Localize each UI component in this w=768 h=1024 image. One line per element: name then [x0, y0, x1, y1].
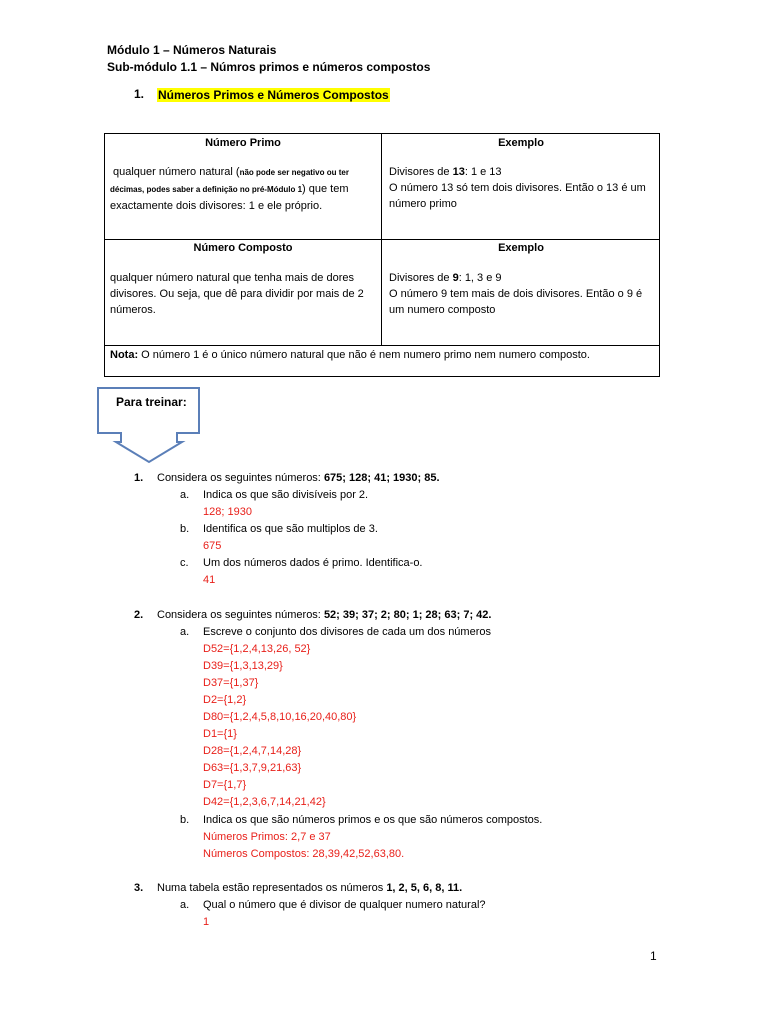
- divisor-set: D7={1,7}: [203, 779, 247, 791]
- note-label: Nota:: [110, 349, 139, 361]
- composite-example-number: 9: [452, 272, 459, 284]
- q1a-label: a.: [180, 489, 190, 501]
- prime-example-l2: O número 13 só tem dois divisores. Então o 13 é um número primo: [389, 182, 646, 210]
- q1c-text: Um dos números dados é primo. Identifica-o.: [203, 557, 423, 569]
- q1c-answer: 41: [203, 574, 216, 586]
- prime-text-after: ) que tem exactamente dois divisores: 1 e ele próprio.: [110, 183, 349, 212]
- note-text: O número 1 é o único número natural que não é nem numero primo nem numero composto.: [138, 349, 590, 361]
- composite-example-heading: Exemplo: [498, 242, 544, 254]
- divisor-set: D63={1,3,7,9,21,63}: [203, 762, 302, 774]
- q2b-label: b.: [180, 814, 190, 826]
- composite-definition: qualquer número natural que tenha mais de dores divisores. Ou seja, que dê para dividir por mais de 2 números.: [110, 272, 364, 316]
- prime-example-l1a: Divisores de: [389, 166, 453, 178]
- composite-example-l1c: : 1, 3 e 9: [458, 272, 502, 284]
- section-title-text: Números Primos e Números Compostos: [158, 88, 389, 102]
- divisor-set: D39={1,3,13,29}: [203, 660, 283, 672]
- divisor-set: D37={1,37}: [203, 677, 259, 689]
- composite-example-l2: O número 9 tem mais de dois divisores. Então o 9 é um numero composto: [389, 288, 643, 316]
- prime-example-text: [389, 164, 655, 212]
- definitions-table: [104, 133, 660, 377]
- q3-text: [157, 880, 462, 897]
- divisor-set: D2={1,2}: [203, 694, 247, 706]
- q2b-answer-composites: Números Compostos: 28,39,42,52,63,80.: [203, 848, 405, 860]
- q2b-text: Indica os que são números primos e os que são números compostos.: [203, 814, 543, 826]
- divisor-set: D1={1}: [203, 728, 237, 740]
- prime-example-heading: Exemplo: [498, 137, 544, 149]
- composite-heading: Número Composto: [193, 242, 293, 254]
- divisor-set: D42={1,2,3,6,7,14,21,42}: [203, 796, 326, 808]
- q1b-text: Identifica os que são multiplos de 3.: [203, 523, 378, 535]
- callout-label: Para treinar:: [116, 395, 187, 409]
- q2-text: [157, 607, 491, 624]
- q1-intro: Considera os seguintes números:: [157, 472, 324, 484]
- prime-example-l1c: : 1 e 13: [464, 166, 502, 178]
- q2-numbers: 52; 39; 37; 2; 80; 1; 28; 63; 7; 42.: [323, 609, 492, 621]
- q2b-answer-primes: Números Primos: 2,7 e 37: [203, 831, 331, 843]
- q3a-answer: 1: [203, 916, 210, 928]
- composite-example-text: [389, 270, 655, 318]
- module-title: Módulo 1 – Números Naturais: [107, 43, 277, 57]
- q1c-label: c.: [180, 557, 189, 569]
- prime-small-note: não pode ser negativo ou ter décimas, podes saber a definição no pré-Módulo 1: [110, 168, 349, 194]
- q1b-label: b.: [180, 523, 190, 535]
- table-note: [110, 347, 655, 364]
- q2a-answer-list: [203, 641, 356, 811]
- q1-number: 1.: [134, 472, 144, 484]
- prime-text-before: qualquer número natural (: [113, 166, 240, 178]
- q1-text: [157, 470, 440, 487]
- section-title: [157, 86, 390, 104]
- q3-number: 3.: [134, 882, 144, 894]
- q3a-text: Qual o número que é divisor de qualquer numero natural?: [203, 899, 486, 911]
- q1a-text: Indica os que são divisíveis por 2.: [203, 489, 369, 501]
- table-divider-row2: [105, 345, 659, 346]
- prime-example-number: 13: [452, 166, 465, 178]
- composite-example-l1a: Divisores de: [389, 272, 453, 284]
- q1-numbers: 675; 128; 41; 1930; 85.: [323, 472, 440, 484]
- q2a-text: Escreve o conjunto dos divisores de cada um dos números: [203, 626, 491, 638]
- divisor-set: D80={1,2,4,5,8,10,16,20,40,80}: [203, 711, 357, 723]
- q3-numbers: 1, 2, 5, 6, 8, 11.: [386, 882, 463, 894]
- q2a-label: a.: [180, 626, 190, 638]
- page-number: 1: [650, 949, 657, 963]
- q2-number: 2.: [134, 609, 144, 621]
- q1b-answer: 675: [203, 540, 222, 552]
- q3a-label: a.: [180, 899, 190, 911]
- prime-definition: [110, 164, 378, 214]
- divisor-set: D52={1,2,4,13,26, 52}: [203, 643, 311, 655]
- divisor-set: D28={1,2,4,7,14,28}: [203, 745, 302, 757]
- q2-intro: Considera os seguintes números:: [157, 609, 324, 621]
- q3-intro: Numa tabela estão representados os números: [157, 882, 387, 894]
- submodule-title: Sub-módulo 1.1 – Númros primos e números compostos: [107, 60, 431, 74]
- section-number: 1.: [134, 87, 145, 101]
- prime-heading: Número Primo: [205, 137, 281, 149]
- q1a-answer: 128; 1930: [203, 506, 252, 518]
